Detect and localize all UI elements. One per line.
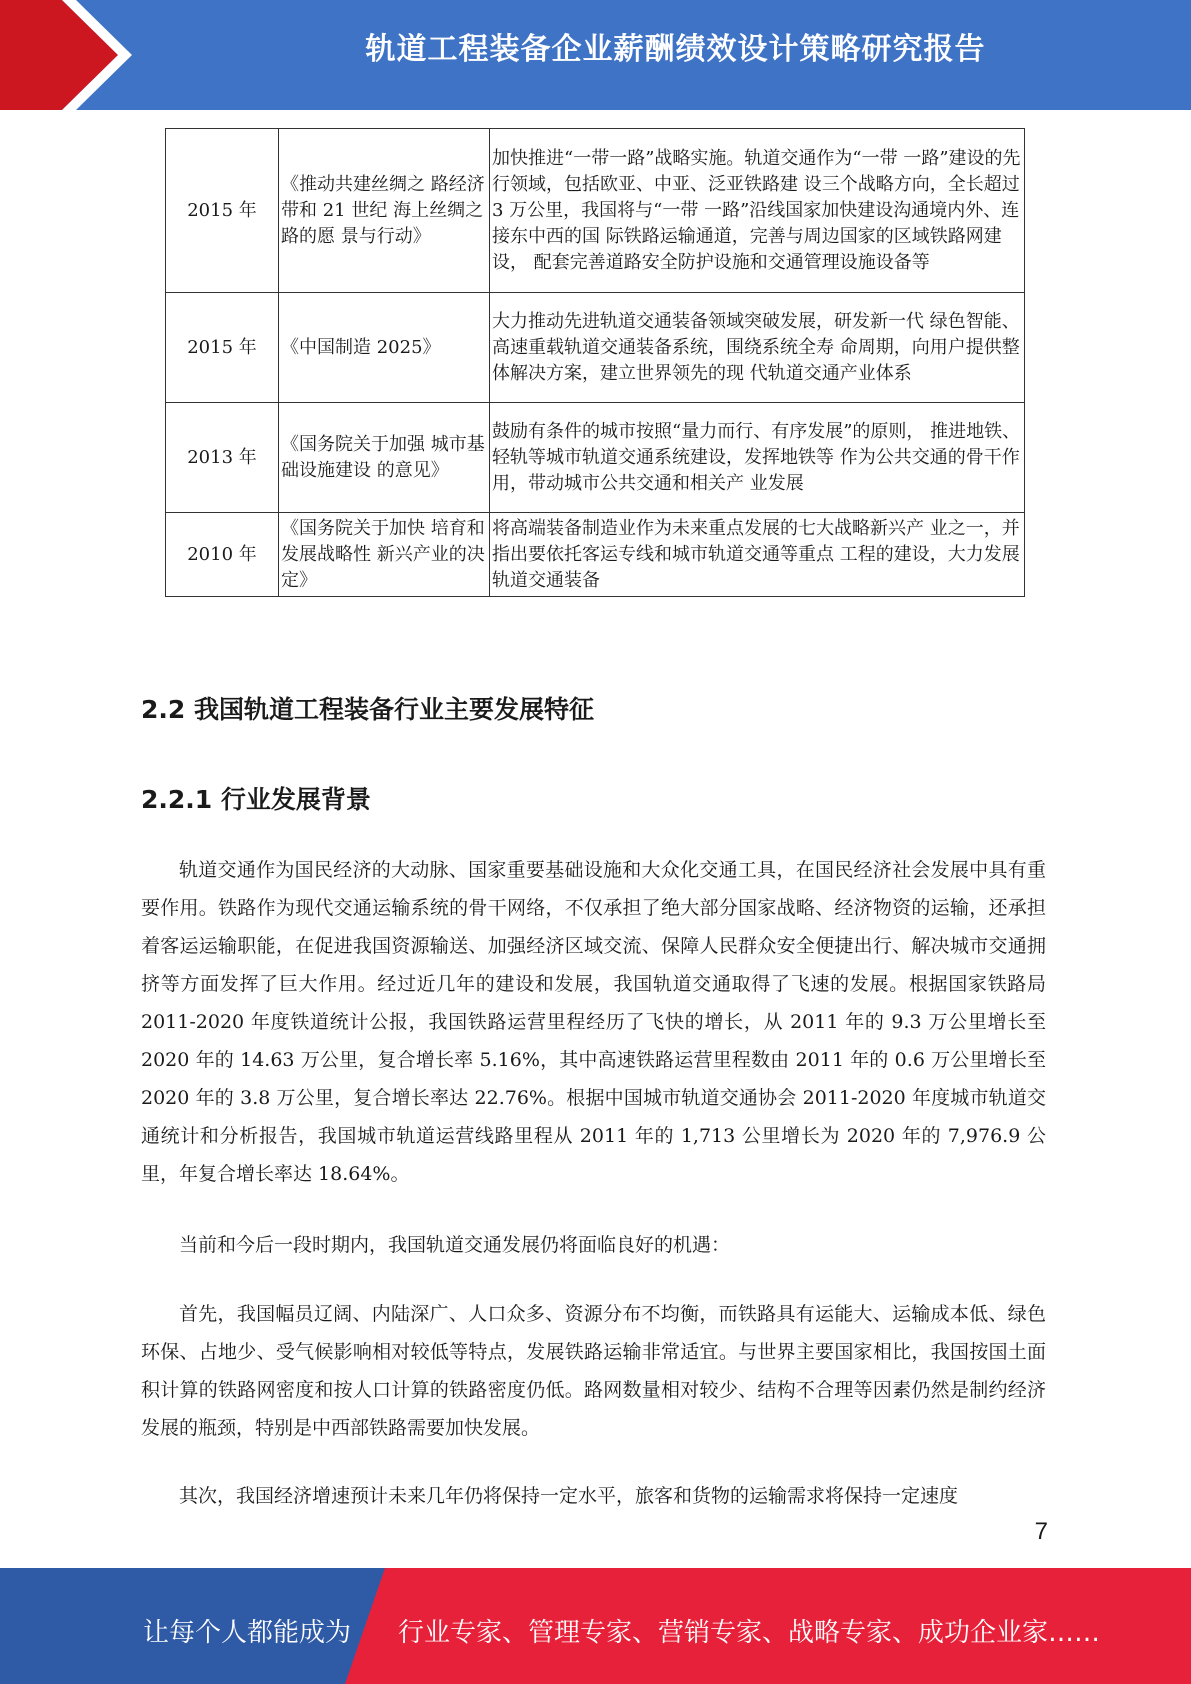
- body-paragraph: 轨道交通作为国民经济的大动脉、国家重要基础设施和大众化交通工具，在国民经济社会发展中具有重要作用。铁路作为现代交通运输系统的骨干网络，不仅承担了绝大部分国家战略、经济物资的运输，还承担着客运运输职能，在促进我国资源输送、加强经济区域交流、保障人民群众安全便捷出行、解决城市交通拥挤等方面发挥了巨大作用。经过近几年的建设和发展，我国轨道交通取得了飞速的发展。根据国家铁路局 2011-2020 年度铁道统计公报，我国铁路运营里程经历了飞快的增长，从 2011 年的 9.3 万公里增长至 2020 年的 14.63 万公里，复合增长率 5.16%，其中高速铁路运营里程数由 2011 年的 0.6 万公里增长至 2020 年的 3.8 万公里，复合增长率达 22.76%。根据中国城市轨道交通协会 2011-2020 年度城市轨道交通统计和分析报告，我国城市轨道运营线路里程从 2011 年的 1,713 公里增长为 2020 年的 7,976.9 公里，年复合增长率达 18.64%。: [141, 859, 1046, 1185]
- table-row: [166, 293, 1025, 403]
- content-cell: 鼓励有条件的城市按照“量力而行、有序发展”的原则， 推进地铁、轻轨等城市轨道交通系统建设，发挥地铁等 作为公共交通的骨干作用，带动城市公共交通和相关产 业发展: [490, 403, 1025, 513]
- year-cell: 2010 年: [166, 513, 279, 597]
- document-cell: 《中国制造 2025》: [279, 293, 490, 403]
- footer-slogan-left: 让每个人都能成为: [143, 1618, 352, 1648]
- table-row: [166, 513, 1025, 597]
- body-paragraph: 首先，我国幅员辽阔、内陆深广、人口众多、资源分布不均衡，而铁路具有运能大、运输成本低、绿色环保、占地少、受气候影响相对较低等特点，发展铁路运输非常适宜。与世界主要国家相比，我国按国土面积计算的铁路网密度和按人口计算的铁路密度仍低。路网数量相对较少、结构不合理等因素仍然是制约经济发展的瓶颈，特别是中西部铁路需要加快发展。: [141, 1303, 1046, 1439]
- footer-slogan-right: 行业专家、管理专家、营销专家、战略专家、成功企业家……: [398, 1618, 1101, 1648]
- table-row: [166, 129, 1025, 293]
- body-paragraph: 当前和今后一段时期内，我国轨道交通发展仍将面临良好的机遇：: [179, 1234, 731, 1256]
- content-cell: 将高端装备制造业作为未来重点发展的七大战略新兴产 业之一，并指出要依托客运专线和城市轨道交通等重点 工程的建设，大力发展轨道交通装备: [490, 513, 1025, 597]
- policy-table: [165, 128, 1025, 597]
- page-number: 7: [1034, 1518, 1048, 1545]
- table-row: [166, 403, 1025, 513]
- section-heading: 2.2 我国轨道工程装备行业主要发展特征: [141, 695, 594, 724]
- content-cell: 大力推动先进轨道交通装备领域突破发展，研发新一代 绿色智能、高速重载轨道交通装备系统，围绕系统全寿 命周期，向用户提供整体解决方案，建立世界领先的现 代轨道交通产业体系: [490, 293, 1025, 403]
- year-cell: 2013 年: [166, 403, 279, 513]
- report-title: 轨道工程装备企业薪酬绩效设计策略研究报告: [365, 32, 986, 67]
- header-arrow-decoration: [0, 0, 160, 110]
- document-cell: 《国务院关于加强 城市基础设施建设 的意见》: [279, 403, 490, 513]
- content-cell: 加快推进“一带一路”战略实施。轨道交通作为“一带 一路”建设的先行领域，包括欧亚、中亚、泛亚铁路建 设三个战略方向，全长超过 3 万公里，我国将与“一带 一路”沿线国家加快建设沟通境内外、连接东中西的国 际铁路运输通道，完善与周边国家的区域铁路网建设， 配套完善道路安全防护设施和交通管理设施设备等: [490, 129, 1025, 293]
- document-cell: 《推动共建丝绸之 路经济带和 21 世纪 海上丝绸之路的愿 景与行动》: [279, 129, 490, 293]
- year-cell: 2015 年: [166, 129, 279, 293]
- body-paragraph: 其次，我国经济增速预计未来几年仍将保持一定水平，旅客和货物的运输需求将保持一定速度: [179, 1485, 959, 1507]
- document-cell: 《国务院关于加快 培育和发展战略性 新兴产业的决定》: [279, 513, 490, 597]
- subsection-heading: 2.2.1 行业发展背景: [141, 785, 371, 814]
- page-header: [0, 0, 1191, 110]
- year-cell: 2015 年: [166, 293, 279, 403]
